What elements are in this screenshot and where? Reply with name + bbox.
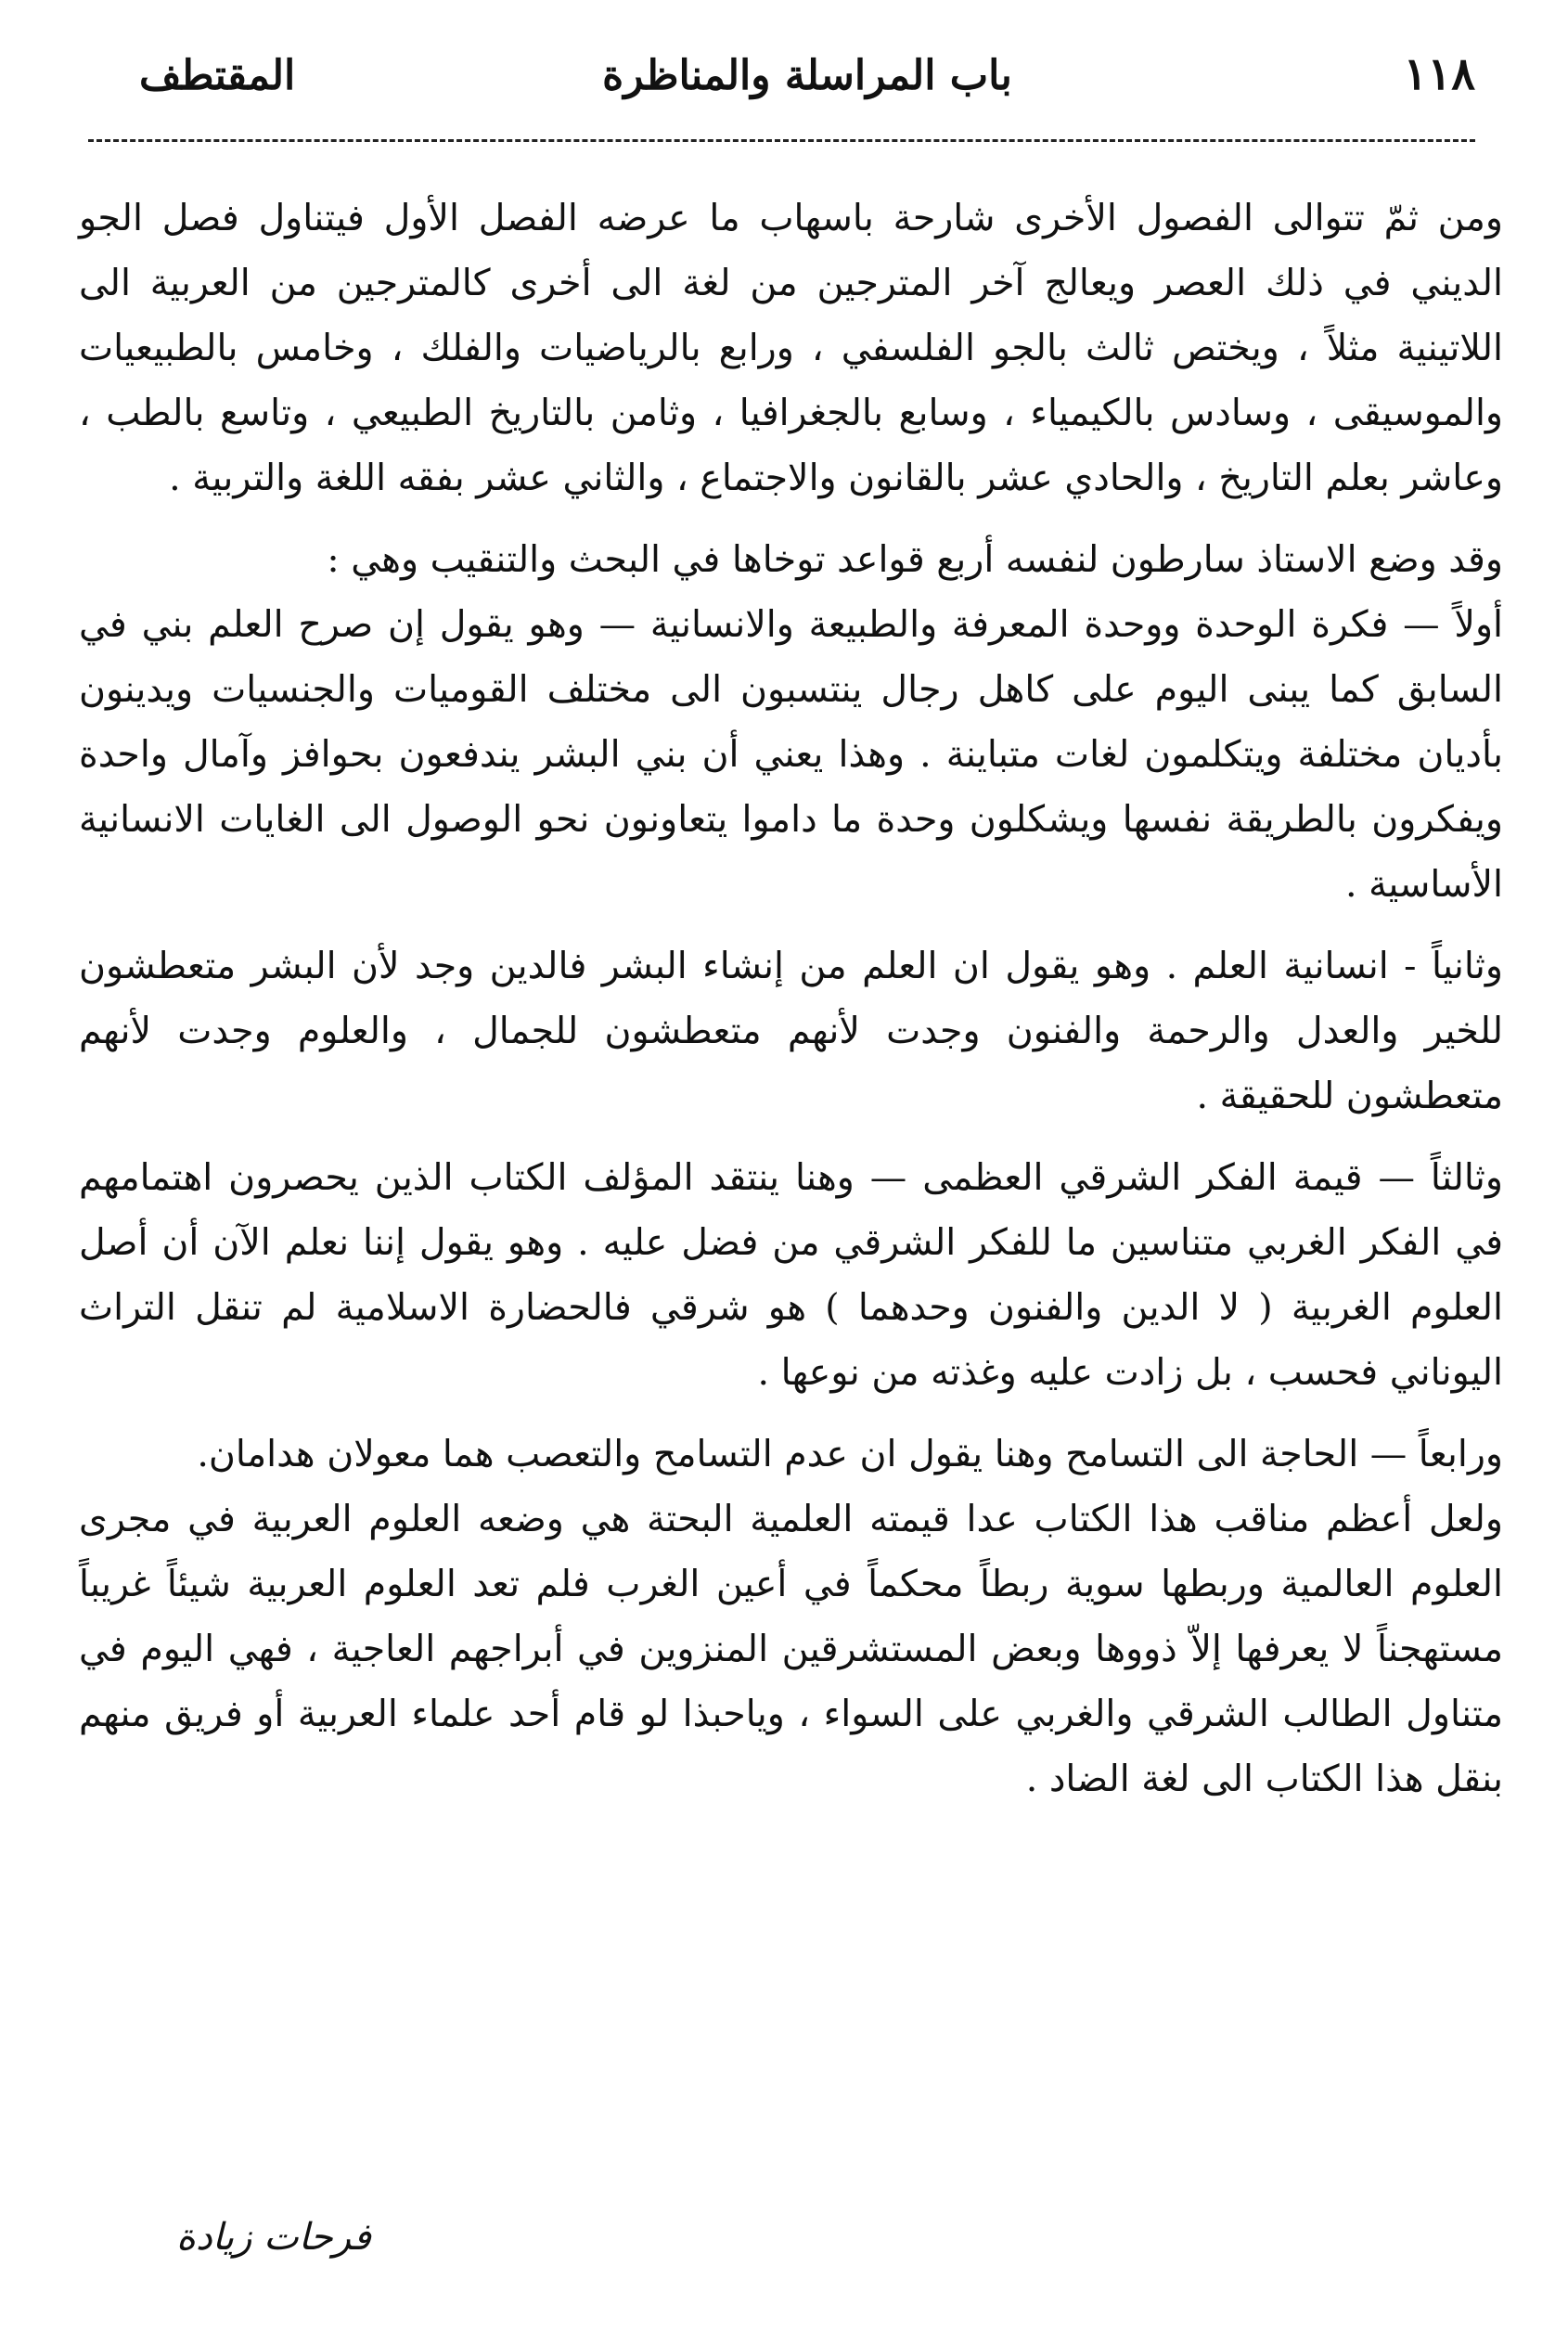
page-header	[139, 48, 1475, 132]
header-divider	[88, 139, 1475, 142]
journal-name: المقتطف	[139, 52, 296, 99]
paragraph-chapters: ومن ثمّ تتوالى الفصول الأخرى شارحة باسهاب ما عرضه الفصل الأول فيتناول فصل الجو الديني في ذلك العصر ويعالج آخر المترجين من لغة الى أخرى كالمترجين من العربية الى اللاتينية مثلاً ، ويختص ثالث بالجو الفلسفي ، ورابع بالرياضيات والفلك ، وخامس بالطبيعيات والموسيقى ، وسادس بالكيمياء ، وسابع بالجغرافيا ، وثامن بالتاريخ الطبيعي ، وتاسع بالطب ، وعاشر بعلم التاريخ ، والحادي عشر بالقانون والاجتماع ، والثاني عشر بفقه اللغة والتربية .	[79, 197, 1503, 499]
section-title: باب المراسلة والمناظرة	[602, 52, 1012, 99]
paragraph-second-rule: وثانياً - انسانية العلم . وهو يقول ان العلم من إنشاء البشر فالدين وجد لأن البشر متعطشون للخير والعدل والرحمة والفنون وجدت لأنهم متعطشون للجمال ، والعلوم وجدت لأنهم متعطشون للحقيقة .	[79, 945, 1503, 1117]
page-number: ١١٨	[1403, 48, 1475, 100]
paragraph-fourth-rule: ورابعاً — الحاجة الى التسامح وهنا يقول ان عدم التسامح والتعصب هما معولان هدامان.	[197, 1433, 1503, 1475]
paragraph-conclusion: ولعل أعظم مناقب هذا الكتاب عدا قيمته العلمية البحتة هي وضعه العلوم العربية في مجرى العلوم العالمية وربطها سوية ربطاً محكماً في أعين الغرب فلم تعد العلوم العربية شيئاً غريباً مستهجناً لا يعرفها إلاّ ذووها وبعض المستشرقين المنزوين في أبراجهم العاجية ، فهي اليوم في متناول الطالب الشرقي والغربي على السواء ، وياحبذا لو قام أحد علماء العربية أو فريق منهم بنقل هذا الكتاب الى لغة الضاد .	[79, 1498, 1503, 1800]
author-signature: فرحات زيادة	[176, 2216, 371, 2259]
paragraph-four-rules: وقد وضع الاستاذ سارطون لنفسه أربع قواعد توخاها في البحث والتنقيب وهي :	[327, 538, 1503, 581]
article-body	[79, 186, 1503, 1828]
paragraph-first-rule: أولاً — فكرة الوحدة ووحدة المعرفة والطبيعة والانسانية — وهو يقول إن صرح العلم بني في السابق كما يبنى اليوم على كاهل رجال ينتسبون الى مختلف القوميات والجنسيات ويدينون بأديان مختلفة ويتكلمون لغات متباينة . وهذا يعني أن بني البشر يندفعون بحوافز وآمال واحدة ويفكرون بالطريقة نفسها ويشكلون وحدة ما داموا يتعاونون نحو الوصول الى الغايات الانسانية الأساسية .	[79, 603, 1503, 906]
paragraph-third-rule: وثالثاً — قيمة الفكر الشرقي العظمى — وهنا ينتقد المؤلف الكتاب الذين يحصرون اهتمامهم في الفكر الغربي متناسين ما للفكر الشرقي من فضل عليه . وهو يقول إننا نعلم الآن أن أصل العلوم الغربية ( لا الدين والفنون وحدهما ) هو شرقي فالحضارة الاسلامية لم تنقل التراث اليوناني فحسب ، بل زادت عليه وغذته من نوعها .	[79, 1156, 1503, 1394]
